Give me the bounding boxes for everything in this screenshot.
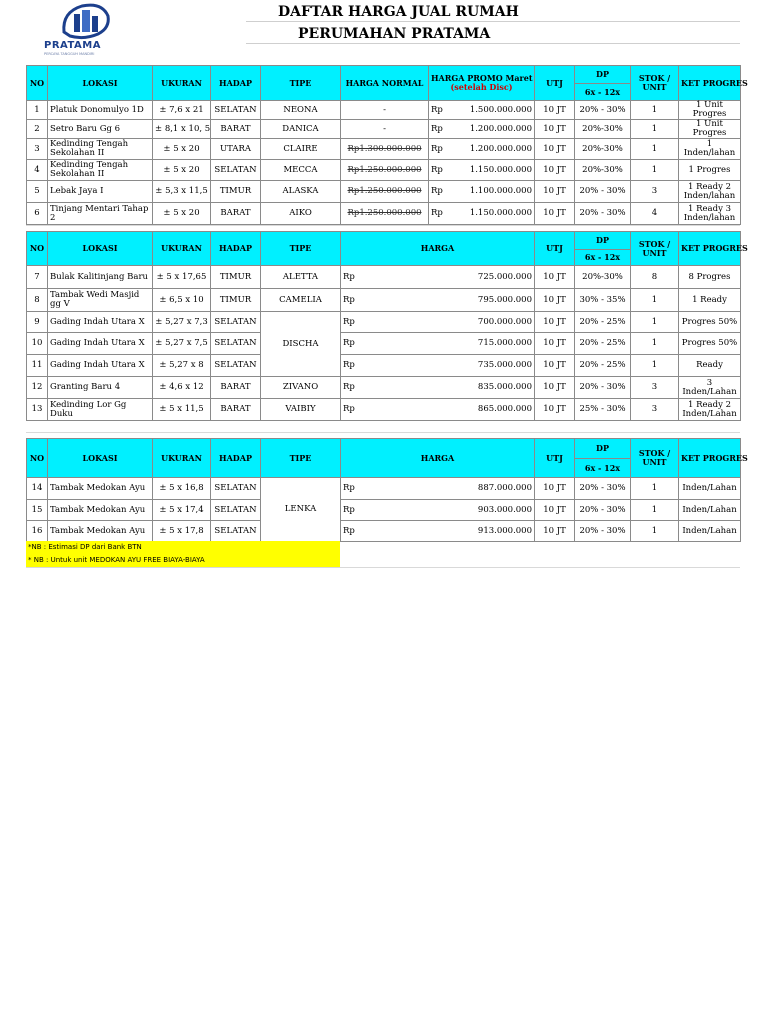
currency-label: Rp	[343, 525, 355, 536]
cell-lokasi: Kedinding Lor Gg Duku	[48, 399, 153, 421]
cell-hadap: SELATAN	[211, 101, 261, 120]
cell-harga-normal: Rp1.250.000.000	[341, 160, 429, 181]
cell-tipe: DISCHA	[261, 312, 341, 377]
harga-promo-note: (setelah Disc)	[450, 82, 513, 92]
cell-utj: 10 JT	[535, 312, 575, 333]
cell-tipe: NEONA	[261, 101, 341, 120]
cell-tipe: CLAIRE	[261, 139, 341, 160]
cell-hadap: BARAT	[211, 399, 261, 421]
cell-no: 9	[27, 312, 48, 333]
cell-lokasi: Tambak Medokan Ayu	[48, 521, 153, 542]
cell-hadap: BARAT	[211, 377, 261, 399]
divider	[26, 225, 740, 226]
cell-no: 14	[27, 478, 48, 500]
cell-lokasi: Kedinding Tengah Sekolahan II	[48, 139, 153, 160]
col-header-lokasi: LOKASI	[48, 232, 153, 266]
cell-hadap: SELATAN	[211, 312, 261, 333]
col-header-ukuran: UKURAN	[153, 66, 211, 101]
currency-label: Rp	[343, 483, 355, 493]
price-value: 1.200.000.000	[469, 143, 532, 154]
cell-harga	[341, 399, 535, 421]
cell-ket: Progres 50%	[679, 312, 741, 333]
cell-dp: 20% - 30%	[575, 181, 631, 203]
cell-no: 6	[27, 203, 48, 225]
col-header-dp: DP	[575, 232, 631, 250]
cell-no: 1	[27, 101, 48, 120]
table-row	[27, 355, 741, 377]
table-row	[27, 478, 741, 500]
cell-tipe: LENKA	[261, 478, 341, 542]
cell-harga-normal: Rp1.300.000.000	[341, 139, 429, 160]
cell-tipe: ALETTA	[261, 266, 341, 289]
company-logo	[36, 2, 136, 58]
cell-harga-promo	[429, 139, 535, 160]
cell-utj: 10 JT	[535, 500, 575, 521]
cell-lokasi: Bulak Kalitinjang Baru	[48, 266, 153, 289]
cell-utj: 10 JT	[535, 478, 575, 500]
col-header-no: NO	[27, 66, 48, 101]
col-header-no: NO	[27, 439, 48, 478]
price-value: 887.000.000	[477, 483, 532, 493]
cell-no: 5	[27, 181, 48, 203]
cell-harga-promo	[429, 120, 535, 139]
cell-lokasi: Gading Indah Utara X	[48, 312, 153, 333]
cell-ukuran: ± 5,27 x 7,5	[153, 333, 211, 355]
divider	[26, 567, 740, 568]
cell-ket: 1 Ready 2 Inden/lahan	[679, 181, 741, 203]
cell-dp: 20% - 30%	[575, 203, 631, 225]
cell-ket: 1 Ready 2 Inden/Lahan	[679, 399, 741, 421]
cell-dp: 20% - 30%	[575, 478, 631, 500]
cell-lokasi: Platuk Donomulyo 1D	[48, 101, 153, 120]
cell-dp: 20% - 30%	[575, 500, 631, 521]
cell-harga	[341, 312, 535, 333]
cell-tipe: DANICA	[261, 120, 341, 139]
cell-no: 10	[27, 333, 48, 355]
cell-no: 11	[27, 355, 48, 377]
col-header-ukuran: UKURAN	[153, 232, 211, 266]
cell-lokasi: Granting Baru 4	[48, 377, 153, 399]
logo-mark-icon	[58, 2, 112, 40]
cell-ukuran: ± 5,3 x 11,5	[153, 181, 211, 203]
cell-dp: 20% - 25%	[575, 333, 631, 355]
cell-ket: Inden/Lahan	[679, 478, 741, 500]
cell-dp: 20%-30%	[575, 139, 631, 160]
cell-tipe: ZIVANO	[261, 377, 341, 399]
cell-hadap: BARAT	[211, 120, 261, 139]
cell-ket: 8 Progres	[679, 266, 741, 289]
cell-lokasi: Setro Baru Gg 6	[48, 120, 153, 139]
cell-hadap: TIMUR	[211, 289, 261, 312]
col-header-utj: UTJ	[535, 232, 575, 266]
col-header-utj: UTJ	[535, 66, 575, 101]
cell-ukuran: ± 5,27 x 7,3	[153, 312, 211, 333]
cell-utj: 10 JT	[535, 181, 575, 203]
col-header-ukuran: UKURAN	[153, 439, 211, 478]
currency-label: Rp	[343, 382, 355, 392]
table-row	[27, 266, 741, 289]
col-header-hadap: HADAP	[211, 439, 261, 478]
price-value: 735.000.000	[477, 360, 532, 370]
cell-stok: 1	[631, 120, 679, 139]
col-header-dp: DP	[575, 66, 631, 84]
cell-tipe: ALASKA	[261, 181, 341, 203]
cell-harga-normal: Rp1.250.000.000	[341, 203, 429, 225]
page-title: DAFTAR HARGA JUAL RUMAH	[278, 4, 519, 20]
price-value: 1.150.000.000	[469, 208, 532, 218]
table-row	[27, 139, 741, 160]
cell-lokasi: Tambak Medokan Ayu	[48, 500, 153, 521]
col-header-stok: STOK / UNIT	[631, 232, 679, 266]
cell-harga	[341, 500, 535, 521]
cell-utj: 10 JT	[535, 160, 575, 181]
cell-dp: 30% - 35%	[575, 289, 631, 312]
currency-label: Rp	[431, 143, 443, 154]
cell-harga-normal: -	[341, 120, 429, 139]
col-header-ket: KET PROGRES	[679, 66, 741, 101]
cell-ukuran: ± 5 x 17,65	[153, 266, 211, 289]
col-header-tipe: TIPE	[261, 439, 341, 478]
cell-ukuran: ± 5 x 17,4	[153, 500, 211, 521]
cell-hadap: SELATAN	[211, 333, 261, 355]
cell-harga	[341, 333, 535, 355]
table-row	[27, 181, 741, 203]
currency-label: Rp	[343, 360, 355, 370]
cell-dp: 20%-30%	[575, 266, 631, 289]
currency-label: Rp	[431, 104, 443, 115]
currency-label: Rp	[431, 123, 443, 134]
cell-no: 2	[27, 120, 48, 139]
col-header-utj: UTJ	[535, 439, 575, 478]
cell-dp: 20% - 30%	[575, 377, 631, 399]
cell-harga-promo	[429, 101, 535, 120]
col-header-dp: DP	[575, 439, 631, 459]
cell-ukuran: ± 5 x 11,5	[153, 399, 211, 421]
price-value: 725.000.000	[477, 271, 532, 282]
col-header-harga: HARGA	[341, 439, 535, 478]
col-header-harga-normal: HARGA NORMAL	[341, 66, 429, 101]
cell-hadap: SELATAN	[211, 500, 261, 521]
cell-hadap: SELATAN	[211, 355, 261, 377]
cell-utj: 10 JT	[535, 355, 575, 377]
price-value: 1.500.000.000	[469, 104, 532, 115]
cell-harga-normal: -	[341, 101, 429, 120]
price-value: 795.000.000	[477, 294, 532, 305]
cell-hadap: UTARA	[211, 139, 261, 160]
cell-harga	[341, 266, 535, 289]
note-dp-estimate: *NB : Estimasi DP dari Bank BTN	[26, 541, 340, 554]
cell-stok: 1	[631, 521, 679, 542]
col-header-hadap: HADAP	[211, 66, 261, 101]
cell-stok: 1	[631, 333, 679, 355]
cell-ket: 1 Ready 3 Inden/lahan	[679, 203, 741, 225]
currency-label: Rp	[343, 504, 355, 515]
harga-promo-label: HARGA PROMO Maret	[431, 73, 533, 83]
col-header-dp-sub: 6x - 12x	[575, 459, 631, 478]
cell-stok: 1	[631, 312, 679, 333]
cell-ukuran: ± 5 x 20	[153, 139, 211, 160]
cell-harga	[341, 377, 535, 399]
cell-stok: 1	[631, 101, 679, 120]
cell-utj: 10 JT	[535, 120, 575, 139]
cell-lokasi: Tambak Wedi Masjid gg V	[48, 289, 153, 312]
cell-hadap: SELATAN	[211, 478, 261, 500]
logo-tagline: PERCAYA TANGGUH MANDIRI	[44, 52, 95, 56]
cell-ket: 1 Ready	[679, 289, 741, 312]
cell-ukuran: ± 5 x 17,8	[153, 521, 211, 542]
cell-lokasi: Kedinding Tengah Sekolahan II	[48, 160, 153, 181]
cell-tipe: MECCA	[261, 160, 341, 181]
cell-lokasi: Tinjang Mentari Tahap 2	[48, 203, 153, 225]
cell-stok: 3	[631, 377, 679, 399]
price-value: 835.000.000	[477, 382, 532, 392]
cell-no: 15	[27, 500, 48, 521]
col-header-dp-sub: 6x - 12x	[575, 84, 631, 101]
cell-utj: 10 JT	[535, 333, 575, 355]
cell-stok: 3	[631, 399, 679, 421]
cell-harga	[341, 355, 535, 377]
cell-lokasi: Lebak Jaya I	[48, 181, 153, 203]
cell-dp: 20% - 25%	[575, 312, 631, 333]
cell-hadap: TIMUR	[211, 181, 261, 203]
cell-dp: 20% - 30%	[575, 521, 631, 542]
col-header-stok: STOK / UNIT	[631, 66, 679, 101]
cell-lokasi: Gading Indah Utara X	[48, 355, 153, 377]
table-row	[27, 101, 741, 120]
logo-name: PRATAMA	[44, 40, 101, 51]
price-table-medokan	[26, 438, 748, 542]
price-value: 913.000.000	[477, 525, 532, 536]
divider	[26, 432, 740, 433]
cell-utj: 10 JT	[535, 101, 575, 120]
cell-ket: 1 Unit Progres	[679, 101, 741, 120]
currency-label: Rp	[343, 294, 355, 305]
cell-no: 16	[27, 521, 48, 542]
note-medokan-free: * NB : Untuk unit MEDOKAN AYU FREE BIAYA-BIAYA	[26, 554, 340, 567]
price-table-promo	[26, 65, 748, 225]
cell-stok: 8	[631, 266, 679, 289]
cell-ket: Progres 50%	[679, 333, 741, 355]
cell-hadap: SELATAN	[211, 521, 261, 542]
cell-no: 7	[27, 266, 48, 289]
table-row	[27, 333, 741, 355]
table-row	[27, 160, 741, 181]
cell-stok: 1	[631, 500, 679, 521]
cell-harga	[341, 289, 535, 312]
cell-ket: 1 Inden/lahan	[679, 139, 741, 160]
col-header-dp-sub: 6x - 12x	[575, 250, 631, 266]
col-header-hadap: HADAP	[211, 232, 261, 266]
table-row	[27, 399, 741, 421]
cell-utj: 10 JT	[535, 203, 575, 225]
currency-label: Rp	[343, 404, 355, 414]
price-value: 1.100.000.000	[469, 186, 532, 196]
col-header-harga-promo	[429, 66, 535, 101]
divider	[246, 21, 740, 22]
cell-ukuran: ± 4,6 x 12	[153, 377, 211, 399]
col-header-no: NO	[27, 232, 48, 266]
table-row	[27, 289, 741, 312]
cell-ukuran: ± 5 x 20	[153, 203, 211, 225]
table-row	[27, 377, 741, 399]
cell-ket: 3 Inden/Lahan	[679, 377, 741, 399]
cell-dp: 20%-30%	[575, 120, 631, 139]
cell-ukuran: ± 5,27 x 8	[153, 355, 211, 377]
cell-no: 13	[27, 399, 48, 421]
cell-ket: 1 Unit Progres	[679, 120, 741, 139]
cell-dp: 20% - 25%	[575, 355, 631, 377]
cell-utj: 10 JT	[535, 377, 575, 399]
cell-harga-promo	[429, 181, 535, 203]
col-header-harga: HARGA	[341, 232, 535, 266]
currency-label: Rp	[431, 186, 443, 196]
col-header-ket: KET PROGRES	[679, 439, 741, 478]
cell-dp: 20%-30%	[575, 160, 631, 181]
col-header-tipe: TIPE	[261, 232, 341, 266]
price-value: 700.000.000	[477, 316, 532, 327]
cell-utj: 10 JT	[535, 139, 575, 160]
table-row	[27, 500, 741, 521]
cell-hadap: TIMUR	[211, 266, 261, 289]
table-row	[27, 203, 741, 225]
cell-utj: 10 JT	[535, 399, 575, 421]
cell-utj: 10 JT	[535, 289, 575, 312]
cell-utj: 10 JT	[535, 521, 575, 542]
cell-hadap: SELATAN	[211, 160, 261, 181]
currency-label: Rp	[343, 338, 355, 348]
document-header	[26, 0, 740, 62]
cell-ket: Inden/Lahan	[679, 500, 741, 521]
col-header-lokasi: LOKASI	[48, 439, 153, 478]
table-row	[27, 521, 741, 542]
cell-stok: 1	[631, 289, 679, 312]
cell-tipe: VAIBIY	[261, 399, 341, 421]
cell-harga-promo	[429, 160, 535, 181]
cell-ket: Ready	[679, 355, 741, 377]
cell-ukuran: ± 5 x 20	[153, 160, 211, 181]
cell-stok: 4	[631, 203, 679, 225]
currency-label: Rp	[343, 271, 355, 282]
col-header-stok: STOK / UNIT	[631, 439, 679, 478]
cell-no: 3	[27, 139, 48, 160]
col-header-ket: KET PROGRES	[679, 232, 741, 266]
cell-ukuran: ± 7,6 x 21	[153, 101, 211, 120]
divider	[246, 43, 740, 44]
table-row	[27, 120, 741, 139]
page-subtitle: PERUMAHAN PRATAMA	[298, 26, 491, 42]
cell-lokasi: Gading Indah Utara X	[48, 333, 153, 355]
cell-ket: Inden/Lahan	[679, 521, 741, 542]
cell-harga	[341, 478, 535, 500]
currency-label: Rp	[431, 164, 443, 175]
table-row	[27, 312, 741, 333]
col-header-tipe: TIPE	[261, 66, 341, 101]
price-value: 1.150.000.000	[469, 164, 532, 175]
price-table-standard	[26, 231, 748, 421]
cell-ukuran: ± 8,1 x 10, 5	[153, 120, 211, 139]
price-value: 865.000.000	[477, 404, 532, 414]
cell-harga-promo	[429, 203, 535, 225]
currency-label: Rp	[431, 208, 443, 218]
cell-harga	[341, 521, 535, 542]
cell-stok: 3	[631, 181, 679, 203]
price-value: 1.200.000.000	[469, 123, 532, 134]
cell-dp: 20% - 30%	[575, 101, 631, 120]
cell-stok: 1	[631, 478, 679, 500]
cell-dp: 25% - 30%	[575, 399, 631, 421]
price-value: 715.000.000	[477, 338, 532, 348]
cell-stok: 1	[631, 139, 679, 160]
cell-ukuran: ± 5 x 16,8	[153, 478, 211, 500]
cell-lokasi: Tambak Medokan Ayu	[48, 478, 153, 500]
currency-label: Rp	[343, 316, 355, 327]
cell-hadap: BARAT	[211, 203, 261, 225]
cell-tipe: AIKO	[261, 203, 341, 225]
cell-ket: 1 Progres	[679, 160, 741, 181]
cell-no: 4	[27, 160, 48, 181]
cell-tipe: CAMELIA	[261, 289, 341, 312]
cell-harga-normal: Rp1.250.000.000	[341, 181, 429, 203]
cell-utj: 10 JT	[535, 266, 575, 289]
cell-ukuran: ± 6,5 x 10	[153, 289, 211, 312]
cell-no: 12	[27, 377, 48, 399]
cell-stok: 1	[631, 160, 679, 181]
cell-stok: 1	[631, 355, 679, 377]
cell-no: 8	[27, 289, 48, 312]
col-header-lokasi: LOKASI	[48, 66, 153, 101]
price-value: 903.000.000	[477, 504, 532, 515]
